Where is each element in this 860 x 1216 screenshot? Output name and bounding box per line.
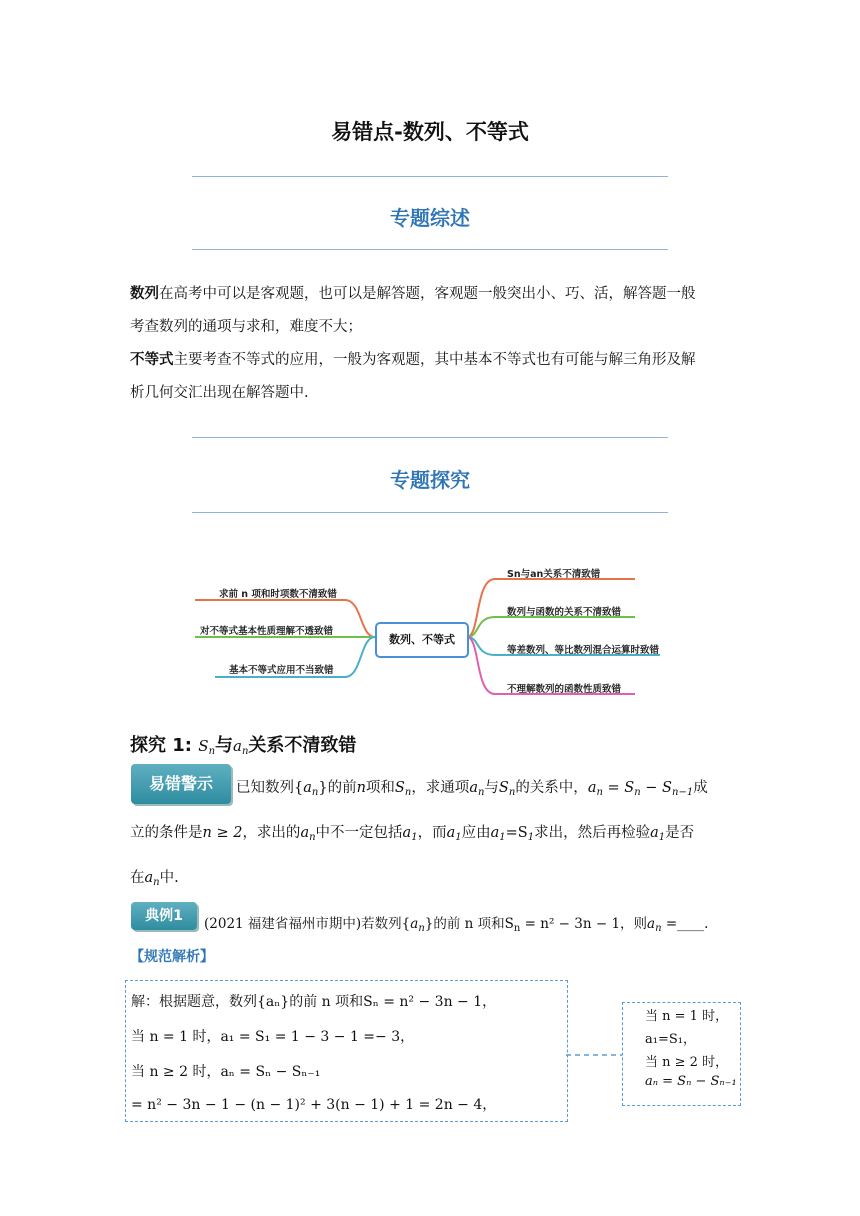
callout-connector xyxy=(566,1050,624,1060)
keyword-inequality: 不等式 xyxy=(130,352,174,368)
side-note-line: 当 n = 1 时， xyxy=(645,1009,729,1024)
section-heading-overview: 专题综述 xyxy=(390,206,470,230)
side-note-line: aₙ = Sₙ − Sₙ₋₁ xyxy=(645,1074,737,1089)
document-title: 易错点-数列、不等式 xyxy=(331,120,529,144)
mindmap-node: 对不等式基本性质理解不透致错 xyxy=(200,626,334,637)
divider xyxy=(192,512,668,513)
mindmap-node: Sn与an关系不清致错 xyxy=(507,569,601,580)
solution-line: 解：根据题意，数列{aₙ}的前 n 项和Sₙ = n² − 3n − 1， xyxy=(131,994,497,1010)
mindmap-branch-line xyxy=(467,617,635,637)
divider xyxy=(192,249,668,250)
mindmap-node: 数列与函数的关系不清致错 xyxy=(507,607,622,618)
solution-line: 当 n ≥ 2 时，aₙ = Sₙ − Sₙ₋₁ xyxy=(131,1064,321,1080)
overview-paragraph: 数列在高考中可以是客观题，也可以是解答题，客观题一般突出小、巧、活，解答题一般 考查数列的通项与求和，难度不大； 不等式主要考查不等式的应用，一般为客观题，其中基本不等式也有可能与解三角形及解 析几何交汇出现在解答题中. xyxy=(130,286,696,401)
warning-text-line2: 立的条件是n ≥ 2，求出的$a_n$中不一定包括$a_1$，而$a_1$应由$a_1=S_1$求出，然后再检验$a_1$是否 xyxy=(130,825,695,843)
mindmap-node: 求前 n 项和时项数不清致错 xyxy=(219,589,337,600)
solution-box xyxy=(125,980,568,1122)
section-heading-explore: 专题探究 xyxy=(390,468,470,492)
solution-line: = n² − 3n − 1 − (n − 1)² + 3(n − 1) + 1 = 2n − 4， xyxy=(131,1097,497,1113)
mindmap-node: 不理解数列的函数性质致错 xyxy=(507,684,622,695)
side-note-line: 当 n ≥ 2 时， xyxy=(645,1055,729,1070)
mindmap-node: 等差数列、等比数列混合运算时致错 xyxy=(507,645,660,656)
warning-text-line1: 已知数列$\{a_n\}$的前n项和$S_n$，求通项$a_n$与$S_n$的关系中，$a_n = S_n - S_{n-1}$成 xyxy=(236,780,708,798)
side-note-box xyxy=(622,1002,741,1106)
warning-text-line3: 在$a_n$中. xyxy=(130,870,179,888)
example-problem: (2021 福建省福州市期中)若数列$\{a_n\}$的前 n 项和$S_n = n^2 - 3n - 1$，则$a_n$ =____. xyxy=(204,916,709,934)
error-warning-badge: 易错警示 xyxy=(131,764,231,804)
mindmap-center-node: 数列、不等式 xyxy=(375,622,469,658)
mindmap-node: 基本不等式应用不当致错 xyxy=(229,665,334,676)
divider xyxy=(192,437,668,438)
analysis-label: 【规范解析】 xyxy=(130,949,214,965)
explore-heading: 探究 1: $S_n$与$a_n$关系不清致错 xyxy=(130,735,357,757)
divider xyxy=(192,176,668,177)
solution-line: 当 n = 1 时，a₁ = S₁ = 1 − 3 − 1 =− 3， xyxy=(131,1029,415,1045)
side-note-line: a₁=S₁， xyxy=(645,1032,696,1047)
example-badge: 典例1 xyxy=(131,902,197,930)
keyword-sequence: 数列 xyxy=(130,286,159,302)
